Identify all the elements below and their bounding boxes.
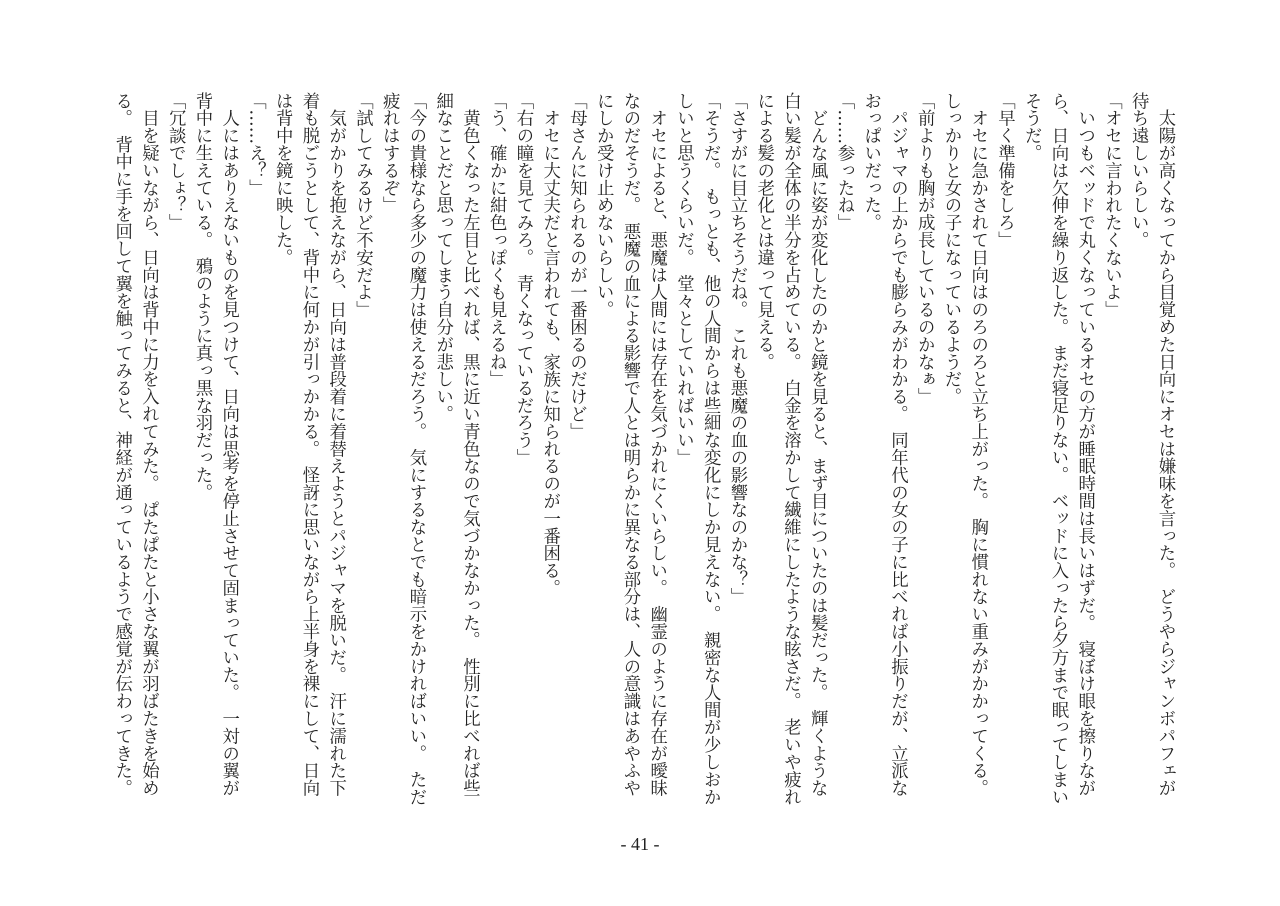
vertical-body-text xyxy=(108,92,1178,806)
text-line: にしか受け止めないらしい。 xyxy=(593,92,614,319)
text-line: 「さすがに目立ちそうだね。 これも悪魔の血の影響なのかな？」 xyxy=(727,92,747,606)
text-line: 「……参ったね」 xyxy=(834,92,854,232)
text-line: 「今の貴様なら多少の魔力は使えるだろう。 気にするなとでも暗示をかければいい。 ただ xyxy=(406,92,426,806)
text-line: 「冗談でしょ？」 xyxy=(165,92,186,232)
text-line: 「試してみるけど不安だよ」 xyxy=(352,92,373,319)
text-line: による髪の老化とは違って見える。 xyxy=(753,92,774,371)
text-line: 人にはありえないものを見つけて、日向は思考を停止させて固まっていた。 一対の翼が xyxy=(218,92,239,797)
text-line: 待ち遠しいらしい。 xyxy=(1128,92,1149,249)
text-line: しっかりと女の子になっているようだ。 xyxy=(941,92,961,406)
text-line: 「右の瞳を見てみろ。 青くなっているだろう」 xyxy=(513,92,533,467)
text-line: 着も脱ごうとして、背中に何かが引っかかる。 怪訝に思いながら上半身を裸にして、日向 xyxy=(299,92,319,797)
text-line: 「……え？」 xyxy=(245,92,266,197)
text-line: オセによると、悪魔は人間には存在を気づかれにくいらしい。 幽霊のように存在が曖昧 xyxy=(646,92,667,797)
text-line: なのだそうだ。 悪魔の血による影響で人とは明らかに異なる部分は、人の意識はあやふや xyxy=(620,92,640,797)
text-line: 背中に生えている。 鴉のように真っ黒な羽だった。 xyxy=(192,92,212,501)
text-line: いつもベッドで丸くなっているオセの方が睡眠時間は長いはずだ。 寝ぼけ眼を擦りなが xyxy=(1074,92,1095,797)
text-line: しいと思うくらいだ。 堂々としていればいい」 xyxy=(673,92,694,467)
text-line: 「そうだ。 もっとも、他の人間からは些細な変化にしか見えない。 親密な人間が少しおか xyxy=(700,92,721,806)
text-line: 目を疑いながら、日向は背中に力を入れてみた。 ぱたぱたと小さな翼が羽ばたきを始め xyxy=(138,92,159,797)
text-line: そうだ。 xyxy=(1021,92,1042,162)
text-line: 「オセに言われたくないよ」 xyxy=(1101,92,1122,319)
text-line: 黄色くなった左目と比べれば、黒に近い青色なので気づかなかった。 性別に比べれば些 xyxy=(459,92,480,797)
text-line: どんな風に姿が変化したのかと鏡を見ると、まず目についたのは髪だった。 輝くような xyxy=(807,92,828,797)
text-line: 気がかりを抱えながら、日向は普段着に着替えようとパジャマを脱いだ。 汗に濡れた下 xyxy=(325,92,346,797)
text-line: 「母さんに知られるのが一番困るのだけど」 xyxy=(566,92,587,440)
text-line: 疲れはするぞ」 xyxy=(379,92,400,214)
text-line: オセに急かされて日向はのろのろと立ち上がった。 胸に慣れない重みがかかってくる。 xyxy=(967,92,988,797)
text-line: 「う、確かに紺色っぽくも見えるね」 xyxy=(486,92,507,388)
text-line: 細なことだと思ってしまう自分が悲しい。 xyxy=(432,92,453,423)
text-line: オセに大丈夫だと言われても、家族に知られるのが一番困る。 xyxy=(539,92,560,597)
text-line: 「前よりも胸が成長しているのかなぁ」 xyxy=(914,92,935,406)
page-number: - 41 - xyxy=(620,834,660,854)
text-line: 「早く準備をしろ」 xyxy=(994,92,1015,249)
text-line: る。 背中に手を回して翼を触ってみると、神経が通っているようで感覚が伝わってきた。 xyxy=(111,92,132,797)
text-line: 太陽が高くなってから目覚めた日向にオセは嫌味を言った。 どうやらジャンボパフェが xyxy=(1155,92,1175,797)
text-line: パジャマの上からでも膨らみがわかる。 同年代の女の子に比べれば小振りだが、立派な xyxy=(887,92,908,797)
text-line: ら、日向は欠伸を繰り返した。 まだ寝足りない。 ベッドに入ったら夕方まで眠ってしまい xyxy=(1048,92,1068,806)
text-line: おっぱいだった。 xyxy=(860,92,881,232)
text-line: 白い髪が全体の半分を占めている。 白金を溶かして繊維にしたような眩さだ。 老いや疲れ xyxy=(780,92,801,806)
text-line: は背中を鏡に映した。 xyxy=(272,92,293,266)
